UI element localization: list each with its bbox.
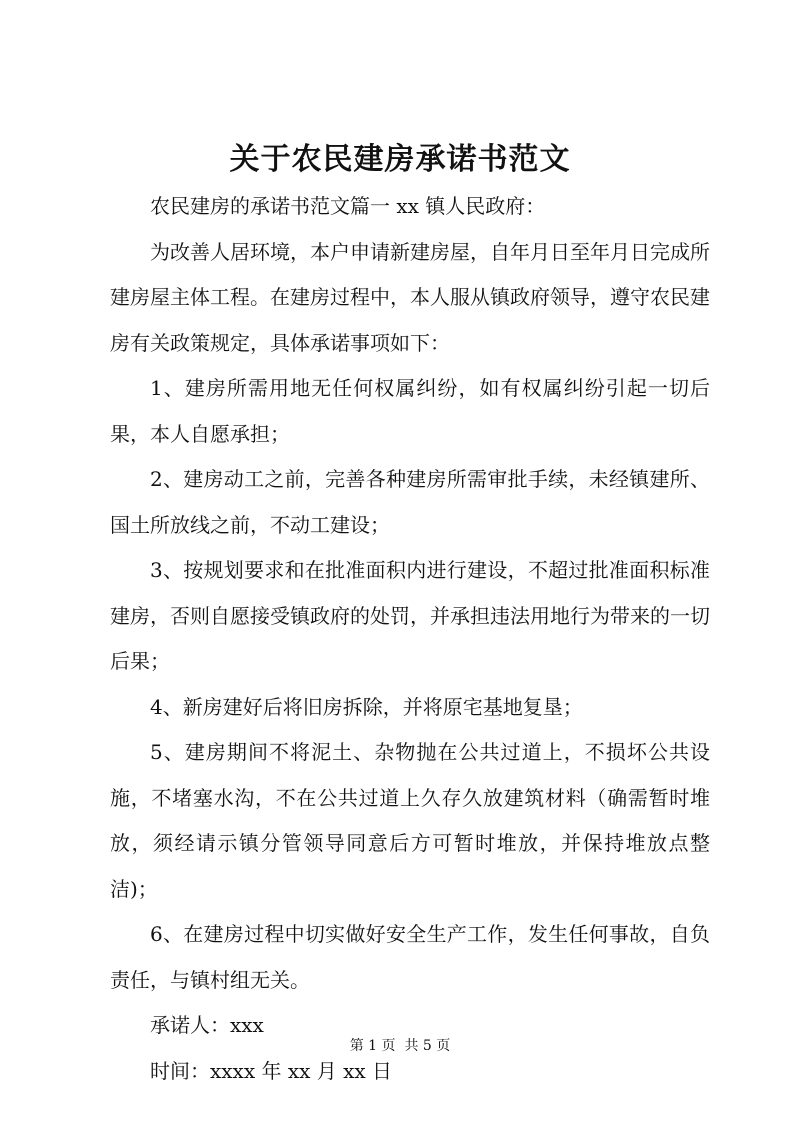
page-total: 共 5 页 (404, 1038, 451, 1054)
commitment-item-2: 2、建房动工之前，完善各种建房所需审批手续，未经镇建所、国土所放线之前，不动工建设； (110, 467, 710, 537)
commitment-item-6: 6、在建房过程中切实做好安全生产工作，发生任何事故，自负责任，与镇村组无关。 (110, 922, 710, 992)
document-title: 关于农民建房承诺书范文 (229, 142, 571, 177)
page-number: 第 1 页 (349, 1038, 396, 1054)
commitment-item-1: 1、建房所需用地无任何权属纠纷，如有权属纠纷引起一切后果，本人自愿承担； (110, 376, 710, 446)
commitment-item-4: 4、新房建好后将旧房拆除，并将原宅基地复垦； (150, 694, 583, 719)
document-body (110, 184, 710, 1094)
commitment-item-5: 5、建房期间不将泥土、杂物抛在公共过道上，不损坏公共设施，不堵塞水沟，不在公共过道上久存久放建筑材料（确需暂时堆放，须经请示镇分管领导同意后方可暂时堆放，并保持堆放点整洁)； (110, 740, 710, 901)
signer-line: 承诺人：xxx (150, 1013, 264, 1037)
intro-paragraph: 为改善人居环境，本户申请新建房屋，自年月日至年月日完成所建房屋主体工程。在建房过程中，本人服从镇政府领导，遵守农民建房有关政策规定，具体承诺事项如下： (110, 239, 710, 355)
page-footer (0, 1036, 800, 1056)
salutation-paragraph: 农民建房的承诺书范文篇一 xx 镇人民政府： (150, 194, 546, 218)
commitment-item-3: 3、按规划要求和在批准面积内进行建设，不超过批准面积标准建房，否则自愿接受镇政府的处罚，并承担违法用地行为带来的一切后果； (110, 558, 710, 673)
date-line: 时间：xxxx 年 xx 月 xx 日 (150, 1058, 393, 1083)
